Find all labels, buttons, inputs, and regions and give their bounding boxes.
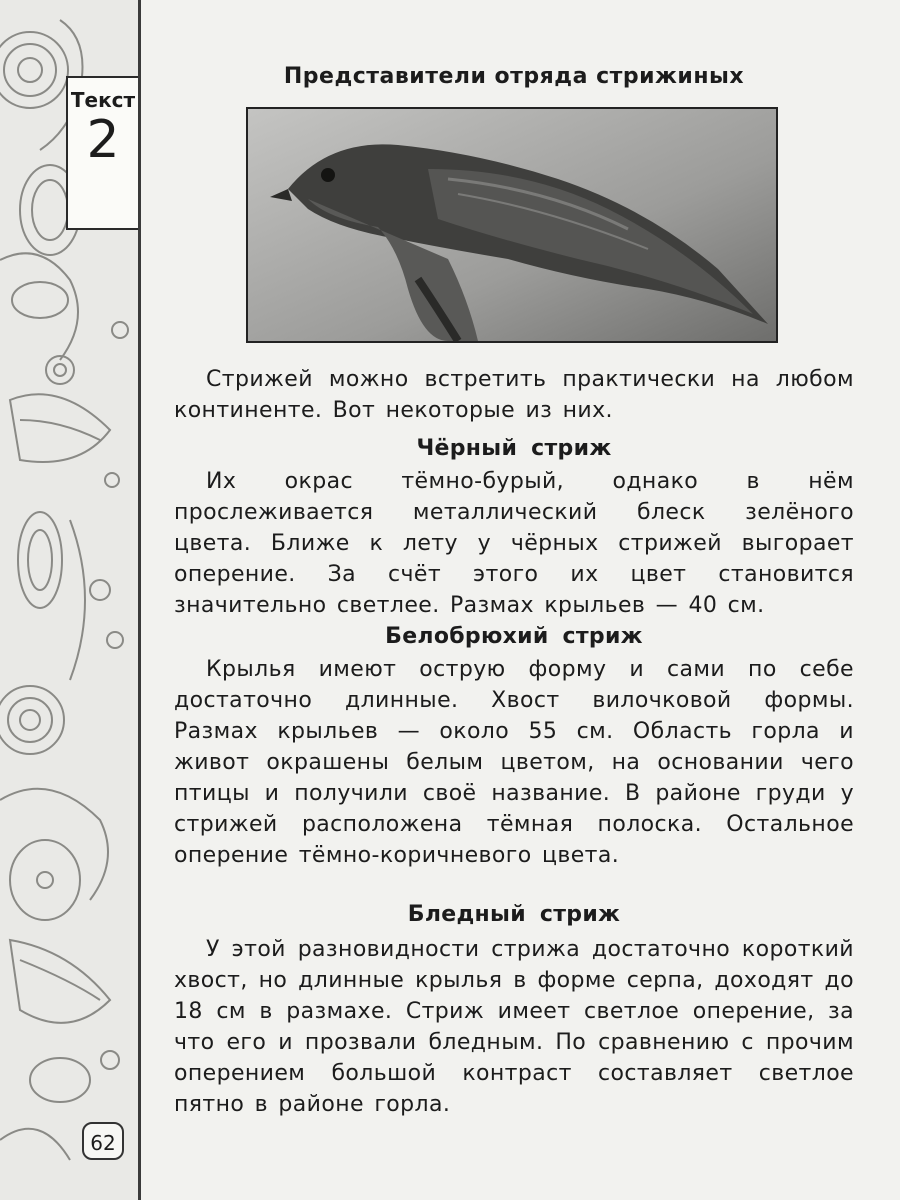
section-paragraph: Их окрас тёмно-бурый, однако в нём прослеживается металлический блеск зелёного цвета. Ближе к лету у чёрных стрижей выгорает оперение. За счёт этого их цвет становится значительно светлее. Размах крыльев — 40 см. xyxy=(174,469,854,618)
section-heading-white-bellied-swift: Белобрюхий стриж xyxy=(385,624,643,649)
section-text-white-bellied-swift xyxy=(174,654,854,871)
section-text-pallid-swift xyxy=(174,934,854,1120)
text-tab-number: 2 xyxy=(86,110,120,170)
section-paragraph: Крылья имеют острую форму и сами по себе достаточно длинные. Хвост вилочковой формы. Размах крыльев — около 55 см. Область горла и живот окрашены белым цветом, на основании чего птицы и получили своё название. В районе груди у стрижей расположена тёмная полоска. Остальное оперение тёмно-коричневого цвета. xyxy=(174,657,854,868)
section-heading-pallid-swift: Бледный стриж xyxy=(407,902,621,927)
page-number: 62 xyxy=(82,1122,124,1160)
section-heading-black-swift: Чёрный стриж xyxy=(416,436,612,461)
swift-bird-icon xyxy=(248,109,776,341)
page-title: Представители отряда стрижиных xyxy=(283,64,745,89)
text-tab-label: Текст xyxy=(70,88,136,112)
section-paragraph: У этой разновидности стрижа достаточно короткий хвост, но длинные крылья в форме серпа, доходят до 18 см в размахе. Стриж имеет светлое оперение, за что его и прозвали бледным. По сравнению с прочим оперением большой контраст составляет светлое пятно в районе горла. xyxy=(174,937,854,1117)
intro-text: Стрижей можно встретить практически на любом континенте. Вот некоторые из них. xyxy=(174,367,854,423)
text-number-tab xyxy=(66,76,138,230)
section-text-black-swift xyxy=(174,466,854,621)
intro-paragraph xyxy=(174,364,854,426)
swift-photo xyxy=(246,107,778,343)
